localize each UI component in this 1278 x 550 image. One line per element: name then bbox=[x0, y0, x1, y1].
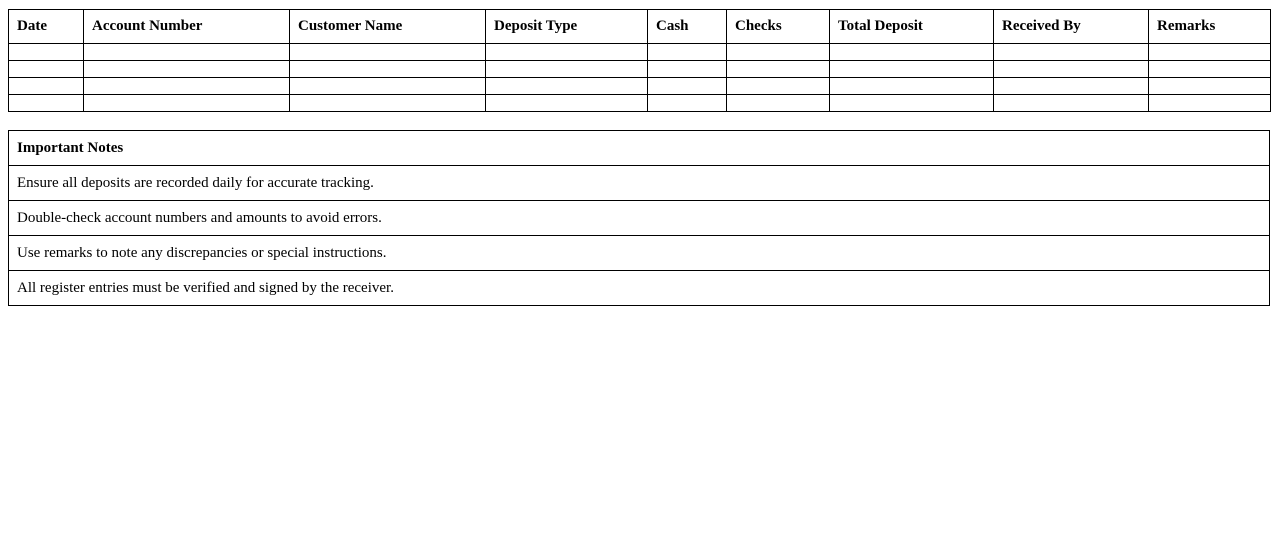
table-row bbox=[9, 78, 1271, 95]
table-cell[interactable] bbox=[84, 78, 290, 95]
column-header-account-number: Account Number bbox=[84, 10, 290, 44]
table-cell[interactable] bbox=[84, 61, 290, 78]
page-content bbox=[8, 9, 1270, 306]
table-cell[interactable] bbox=[830, 61, 994, 78]
column-header-date: Date bbox=[9, 10, 84, 44]
note-item: Use remarks to note any discrepancies or special instructions. bbox=[9, 236, 1270, 271]
note-row bbox=[9, 236, 1270, 271]
table-cell[interactable] bbox=[290, 95, 486, 112]
table-cell[interactable] bbox=[486, 44, 648, 61]
note-item: All register entries must be verified and signed by the receiver. bbox=[9, 271, 1270, 306]
table-cell[interactable] bbox=[648, 61, 727, 78]
table-cell[interactable] bbox=[727, 78, 830, 95]
note-item: Ensure all deposits are recorded daily for accurate tracking. bbox=[9, 166, 1270, 201]
table-header-row bbox=[9, 10, 1271, 44]
notes-header-row bbox=[9, 131, 1270, 166]
table-cell[interactable] bbox=[648, 78, 727, 95]
note-row bbox=[9, 201, 1270, 236]
column-header-deposit-type: Deposit Type bbox=[486, 10, 648, 44]
table-cell[interactable] bbox=[9, 78, 84, 95]
table-cell[interactable] bbox=[994, 78, 1149, 95]
table-cell[interactable] bbox=[1149, 78, 1271, 95]
column-header-received-by: Received By bbox=[994, 10, 1149, 44]
column-header-cash: Cash bbox=[648, 10, 727, 44]
note-item: Double-check account numbers and amounts to avoid errors. bbox=[9, 201, 1270, 236]
notes-heading: Important Notes bbox=[9, 131, 1270, 166]
note-row bbox=[9, 166, 1270, 201]
table-cell[interactable] bbox=[727, 61, 830, 78]
table-cell[interactable] bbox=[994, 95, 1149, 112]
deposit-register-table bbox=[8, 9, 1271, 112]
table-cell[interactable] bbox=[486, 61, 648, 78]
table-cell[interactable] bbox=[84, 95, 290, 112]
table-cell[interactable] bbox=[486, 95, 648, 112]
table-row bbox=[9, 61, 1271, 78]
important-notes-table bbox=[8, 130, 1270, 306]
table-cell[interactable] bbox=[648, 95, 727, 112]
table-cell[interactable] bbox=[290, 44, 486, 61]
column-header-total-deposit: Total Deposit bbox=[830, 10, 994, 44]
table-row bbox=[9, 44, 1271, 61]
table-row bbox=[9, 95, 1271, 112]
table-cell[interactable] bbox=[486, 78, 648, 95]
table-cell[interactable] bbox=[290, 61, 486, 78]
table-cell[interactable] bbox=[830, 95, 994, 112]
table-cell[interactable] bbox=[290, 78, 486, 95]
table-cell[interactable] bbox=[994, 44, 1149, 61]
column-header-remarks: Remarks bbox=[1149, 10, 1271, 44]
table-cell[interactable] bbox=[1149, 95, 1271, 112]
table-cell[interactable] bbox=[9, 95, 84, 112]
table-cell[interactable] bbox=[648, 44, 727, 61]
table-cell[interactable] bbox=[1149, 44, 1271, 61]
table-cell[interactable] bbox=[830, 44, 994, 61]
table-cell[interactable] bbox=[9, 61, 84, 78]
table-cell[interactable] bbox=[84, 44, 290, 61]
table-cell[interactable] bbox=[727, 95, 830, 112]
table-cell[interactable] bbox=[994, 61, 1149, 78]
table-cell[interactable] bbox=[830, 78, 994, 95]
column-header-customer-name: Customer Name bbox=[290, 10, 486, 44]
column-header-checks: Checks bbox=[727, 10, 830, 44]
table-cell[interactable] bbox=[727, 44, 830, 61]
note-row bbox=[9, 271, 1270, 306]
table-cell[interactable] bbox=[9, 44, 84, 61]
table-cell[interactable] bbox=[1149, 61, 1271, 78]
